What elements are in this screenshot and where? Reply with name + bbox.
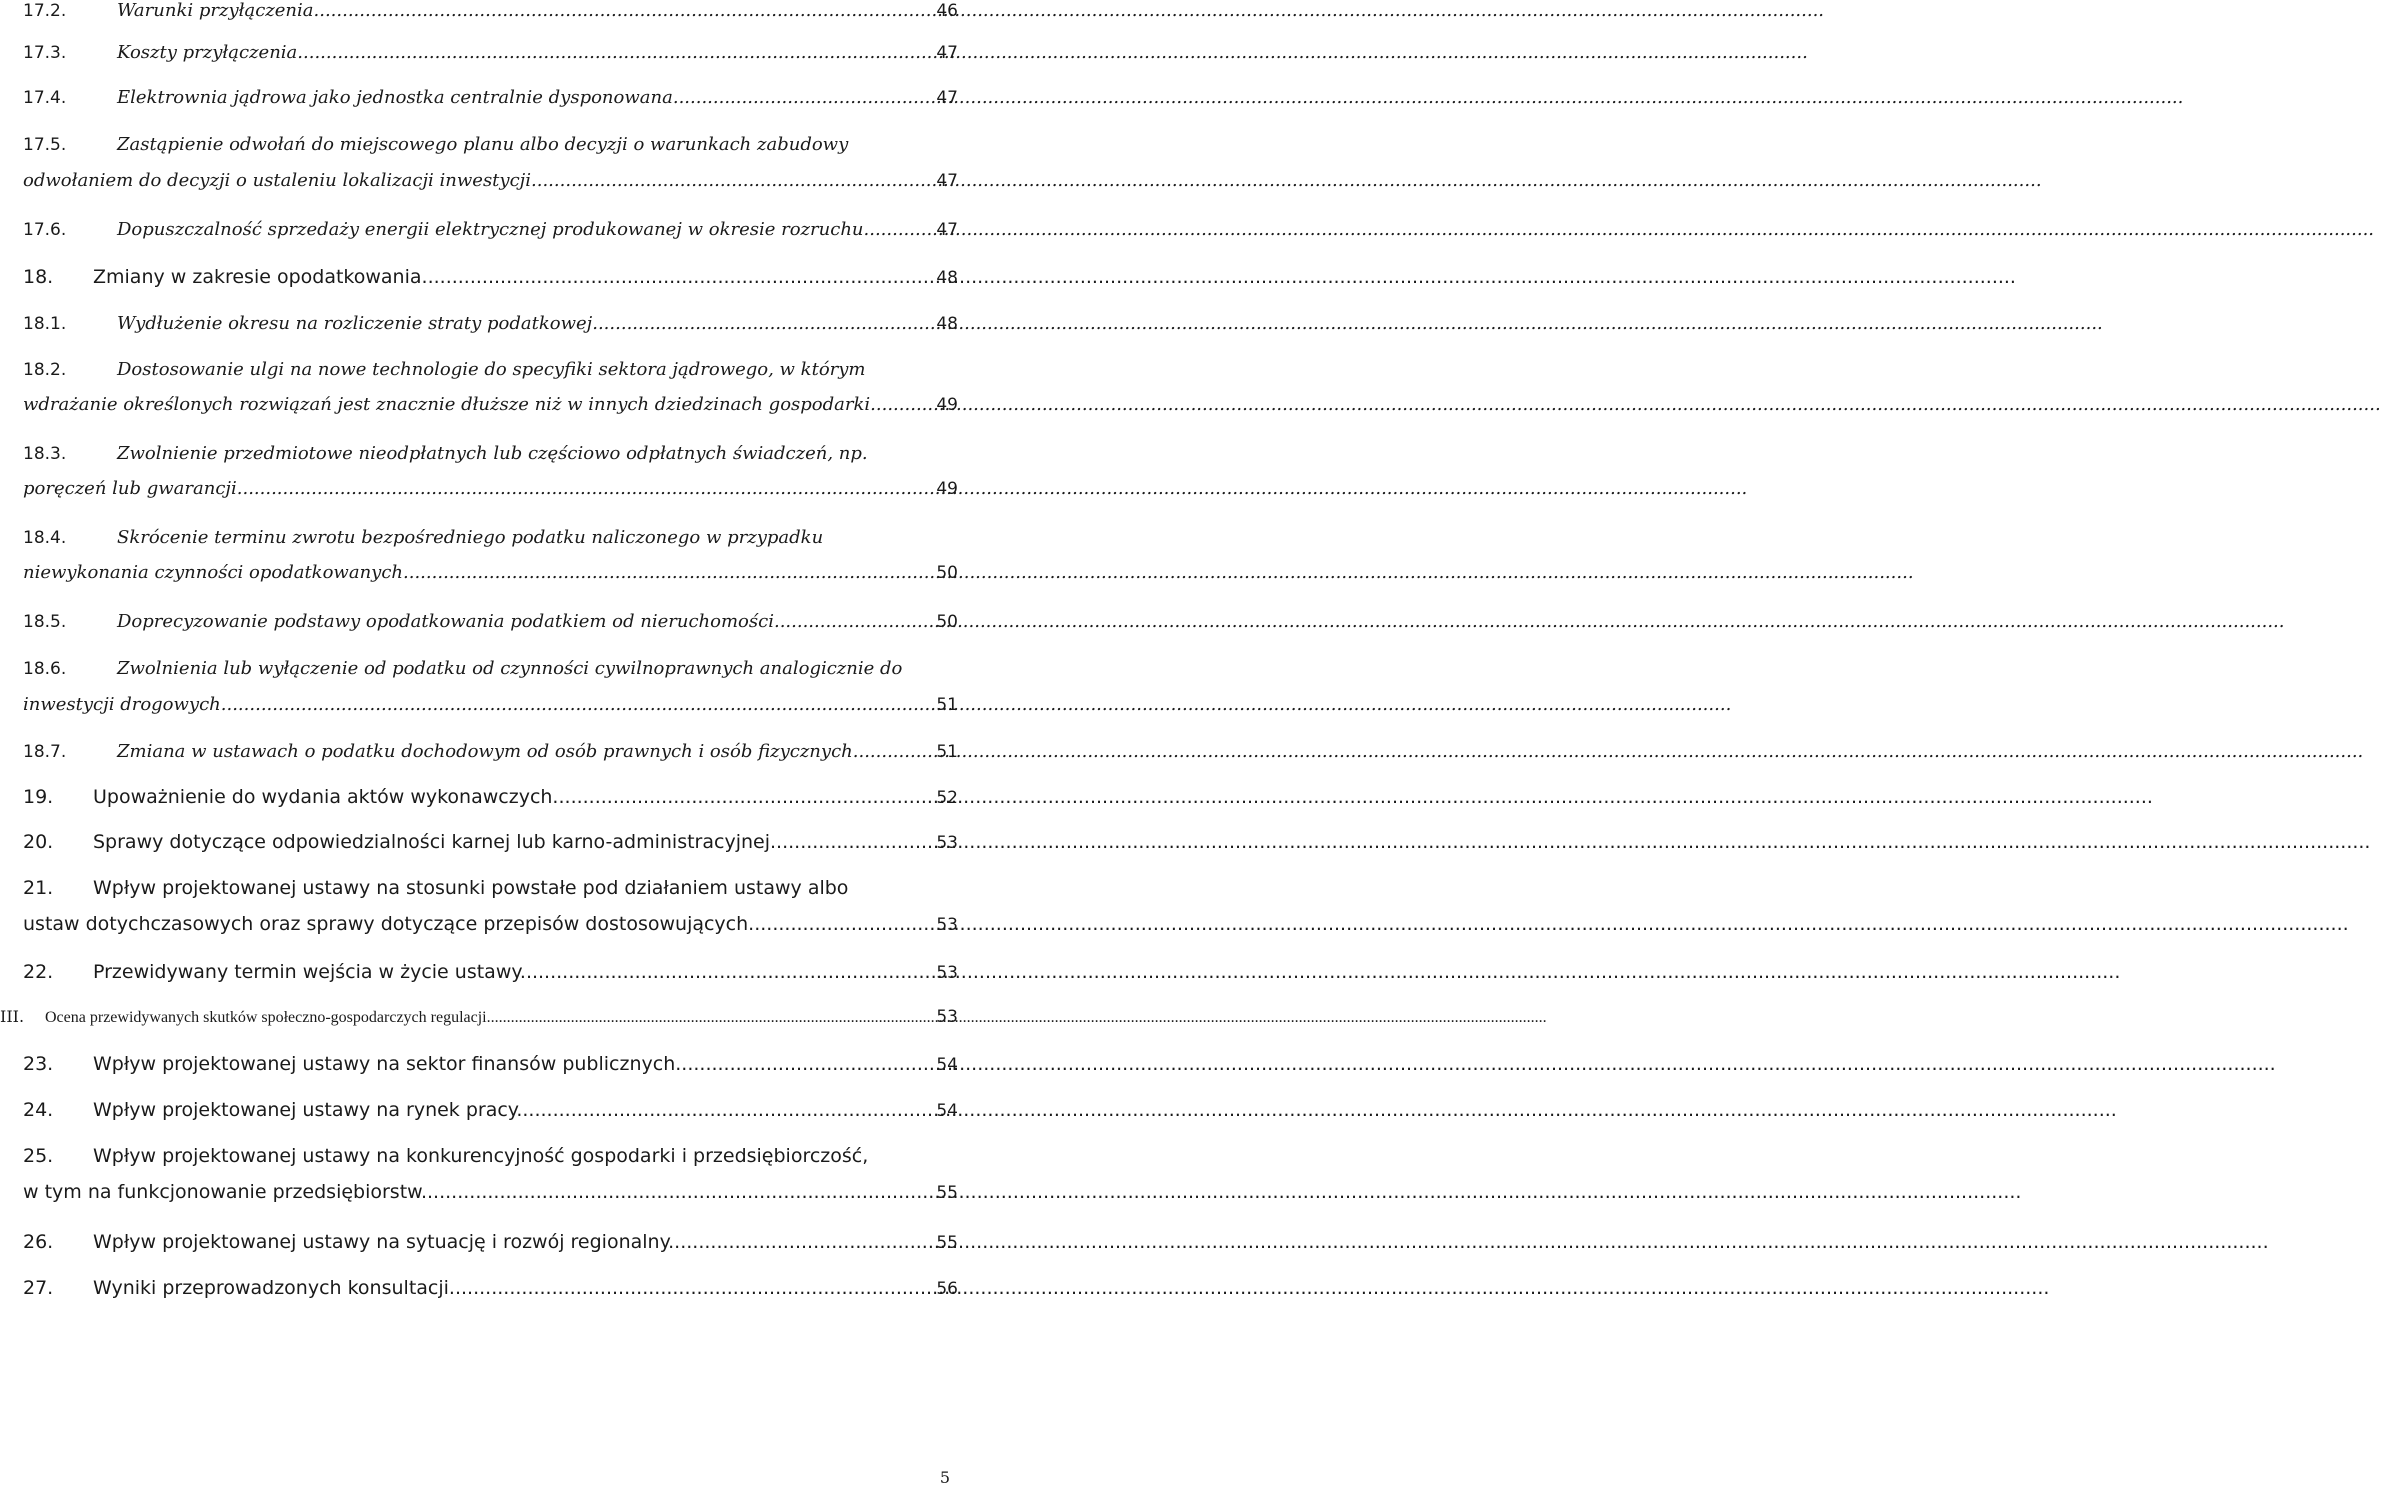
toc-entry-number: 17.2. xyxy=(23,1,67,21)
toc-entry-page: 52 xyxy=(936,788,958,808)
toc-entry-page: 53 xyxy=(936,915,958,935)
toc-entry-title: Koszty przyłączenia xyxy=(117,42,298,63)
toc-entry-title: Wpływ projektowanej ustawy na sytuację i rozwój regionalny. xyxy=(93,1231,675,1253)
toc-entry-page: 51 xyxy=(936,742,958,762)
toc-entry-page: 46 xyxy=(936,1,958,21)
dot-leader xyxy=(491,1009,934,1027)
dot-leader xyxy=(870,394,933,415)
toc-entry-number: 24. xyxy=(23,1099,54,1121)
toc-entry-page: 48 xyxy=(936,268,958,288)
dot-leader xyxy=(237,478,934,499)
dot-leader xyxy=(864,219,934,240)
toc-entry-title: Wpływ projektowanej ustawy na konkurencyjność gospodarki i przedsiębiorczość, xyxy=(93,1145,869,1167)
toc-entry-number: 17.6. xyxy=(23,220,67,240)
toc-entry-page: 53 xyxy=(936,963,958,983)
toc-entry-number: 22. xyxy=(23,961,54,983)
toc-entry-title: wdrażanie określonych rozwiązań jest znacznie dłuższe niż w innych dziedzinach gospodarki xyxy=(23,394,871,415)
toc-entry-number: 27. xyxy=(23,1277,54,1299)
dot-leader xyxy=(526,961,933,983)
toc-entry-number: 18.7. xyxy=(23,742,67,762)
dot-leader xyxy=(774,611,933,632)
toc-entry-page: 50 xyxy=(936,563,958,583)
toc-entry-number: 17.3. xyxy=(23,43,67,63)
toc-entry-page: 47 xyxy=(936,171,958,191)
dot-leader xyxy=(455,1277,933,1299)
toc-entry-title: odwołaniem do decyzji o ustaleniu lokalizacji inwestycji xyxy=(23,170,532,191)
toc-entry-title: ustaw dotychczasowych oraz sprawy dotyczące przepisów dostosowujących. xyxy=(23,913,755,935)
toc-entry-number: 18.5. xyxy=(23,612,67,632)
toc-entry-page: 47 xyxy=(936,220,958,240)
toc-entry-number: 18.3. xyxy=(23,444,67,464)
toc-entry-title: Przewidywany termin wejścia w życie ustawy. xyxy=(93,961,526,983)
toc-entry-number: 17.5. xyxy=(23,135,67,155)
dot-leader xyxy=(531,170,933,191)
toc-entry-number: 18.1. xyxy=(23,314,67,334)
toc-entry-number: 18.6. xyxy=(23,659,67,679)
toc-entry-title: Ocena przewidywanych skutków społeczno-gospodarczych regulacji. xyxy=(45,1009,491,1026)
toc-entry-title: w tym na funkcjonowanie przedsiębiorstw. xyxy=(23,1181,427,1203)
toc-entry-title: Zmiana w ustawach o podatku dochodowym od osób prawnych i osób fizycznych xyxy=(117,741,853,762)
toc-entry-number: 25. xyxy=(23,1145,54,1167)
toc-entry-title: inwestycji drogowych xyxy=(23,694,221,715)
toc-entry-page: 47 xyxy=(936,88,958,108)
toc-entry-title: niewykonania czynności opodatkowanych xyxy=(23,562,404,583)
dot-leader xyxy=(221,694,934,715)
dot-leader xyxy=(427,1181,933,1203)
toc-entry-title: Wyniki przeprowadzonych konsultacji. xyxy=(93,1277,455,1299)
toc-entry-page: 53 xyxy=(936,833,958,853)
toc-entry-title: Zmiany w zakresie opodatkowania xyxy=(93,266,422,288)
toc-entry-title: poręczeń lub gwarancji xyxy=(23,478,237,499)
dot-leader xyxy=(558,786,933,808)
dot-leader xyxy=(673,87,934,108)
toc-entry-number: 18. xyxy=(23,266,54,288)
toc-entry-title: Elektrownia jądrowa jako jednostka centralnie dysponowana xyxy=(117,87,673,108)
toc-entry-number: 26. xyxy=(23,1231,54,1253)
toc-entry-page: 54 xyxy=(936,1101,958,1121)
toc-entry-page: 48 xyxy=(936,314,958,334)
toc-entry-page: 49 xyxy=(936,395,958,415)
toc-entry-title: Doprecyzowanie podstawy opodatkowania podatkiem od nieruchomości xyxy=(117,611,774,632)
toc-entry-page: 50 xyxy=(936,612,958,632)
toc-entry-title: Wydłużenie okresu na rozliczenie straty podatkowej xyxy=(117,313,593,334)
toc-entry-number: III. xyxy=(0,1007,25,1026)
dot-leader xyxy=(297,42,933,63)
toc-entry-title: Dopuszczalność sprzedaży energii elektrycznej produkowanej w okresie rozruchu xyxy=(117,219,864,240)
toc-entry-title: Dostosowanie ulgi na nowe technologie do specyfiki sektora jądrowego, w którym xyxy=(117,359,866,380)
toc-entry-page: 54 xyxy=(936,1055,958,1075)
dot-leader xyxy=(853,741,934,762)
toc-entry-title: Zwolnienie przedmiotowe nieodpłatnych lub częściowo odpłatnych świadczeń, np. xyxy=(117,443,868,464)
toc-entry-number: 23. xyxy=(23,1053,54,1075)
dot-leader xyxy=(592,313,933,334)
toc-entry-number: 18.4. xyxy=(23,528,67,548)
toc-entry-page: 51 xyxy=(936,695,958,715)
dot-leader xyxy=(522,1099,933,1121)
toc-entry-title: Zastąpienie odwołań do miejscowego planu albo decyzji o warunkach zabudowy xyxy=(117,134,849,155)
toc-entry-title: Wpływ projektowanej ustawy na stosunki powstałe pod działaniem ustawy albo xyxy=(93,877,849,899)
toc-entry-page: 55 xyxy=(936,1183,958,1203)
dot-leader xyxy=(314,0,934,21)
dot-leader xyxy=(776,831,933,853)
toc-entry-number: 19. xyxy=(23,786,54,808)
toc-entry-number: 21. xyxy=(23,877,54,899)
toc-entry-number: 17.4. xyxy=(23,88,67,108)
toc-entry-title: Wpływ projektowanej ustawy na sektor finansów publicznych. xyxy=(93,1053,682,1075)
toc-entry-page: 56 xyxy=(936,1279,958,1299)
toc-entry-title: Zwolnienia lub wyłączenie od podatku od czynności cywilnoprawnych analogicznie do xyxy=(117,658,903,679)
toc-entry-title: Wpływ projektowanej ustawy na rynek pracy. xyxy=(93,1099,523,1121)
dot-leader xyxy=(754,913,933,935)
toc-entry-page: 55 xyxy=(936,1233,958,1253)
page-number: 5 xyxy=(939,1468,950,1487)
dot-leader xyxy=(422,266,934,288)
toc-entry-page: 49 xyxy=(936,479,958,499)
toc-entry-number: 18.2. xyxy=(23,360,67,380)
dot-leader xyxy=(674,1231,933,1253)
toc-entry-title: Skrócenie terminu zwrotu bezpośredniego podatku naliczonego w przypadku xyxy=(117,527,824,548)
dot-leader xyxy=(681,1053,933,1075)
toc-entry-title: Sprawy dotyczące odpowiedzialności karnej lub karno-administracyjnej. xyxy=(93,831,777,853)
dot-leader xyxy=(403,562,933,583)
toc-entry-title: Upoważnienie do wydania aktów wykonawczych. xyxy=(93,786,559,808)
toc-entry-number: 20. xyxy=(23,831,54,853)
toc-entry-page: 47 xyxy=(936,43,958,63)
toc-entry-page: 53 xyxy=(936,1007,958,1027)
toc-entry-title: Warunki przyłączenia xyxy=(117,0,314,21)
